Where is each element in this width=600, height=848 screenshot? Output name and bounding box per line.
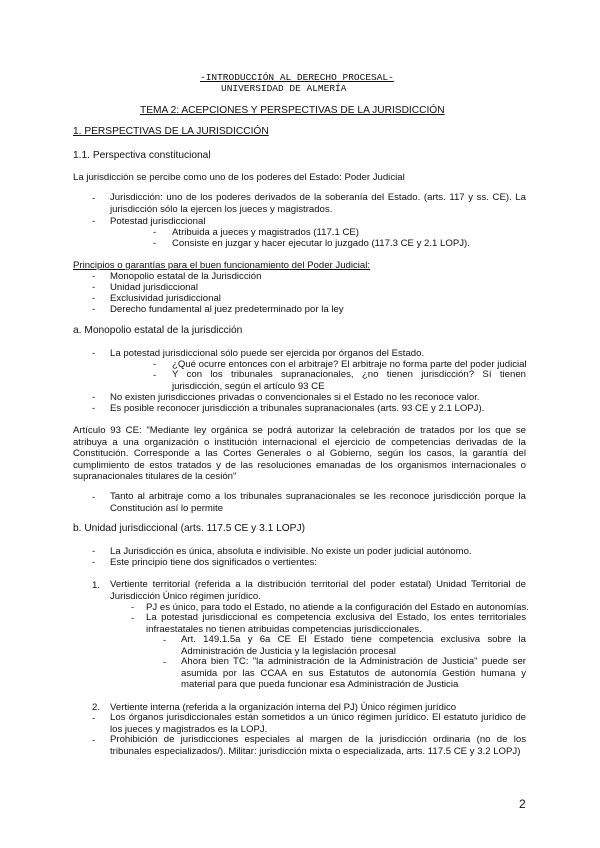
topic-title: TEMA 2: ACEPCIONES Y PERSPECTIVAS DE LA JURISDICCIÓN — [140, 105, 445, 116]
list-item: PJ es único, para todo el Estado, no atiende a la configuración del Estado en autonomías. — [146, 602, 529, 613]
bullet-dash: - — [92, 282, 96, 293]
bullet-dash: - — [92, 713, 96, 724]
list-item: Art. 149.1.5a y 6a CE El Estado tiene competencia exclusiva sobre la Administración de Justicia y la legislación procesal — [181, 634, 526, 657]
list-item: Los órganos jurisdiccionales están sometidos a un único régimen jurídico. El estatuto jurídico de los jueces y magistrados es la LOPJ. — [110, 712, 526, 735]
bullet-dash: - — [92, 492, 96, 503]
list-item: Atribuida a jueces y magistrados (117.1 CE) — [172, 227, 359, 238]
bullet-dash: - — [92, 348, 96, 359]
page-number: 2 — [519, 797, 526, 811]
list-number: 2. — [92, 702, 101, 713]
bullet-dash: - — [153, 370, 157, 381]
subsection-title: b. Unidad jurisdiccional (arts. 117.5 CE y 3.1 LOPJ) — [73, 523, 305, 534]
potestad-label: Potestad jurisdiccional — [110, 216, 206, 227]
list-item: Este principio tiene dos significados o vertientes: — [110, 557, 317, 568]
jurisdiccion-item: Jurisdicción: uno de los poderes derivados de la soberanía del Estado. (arts. 117 y ss. CE). La jurisdicción sólo la ejercen los jueces y magistrados. — [110, 192, 526, 215]
intro-text: La jurisdicción se percibe como uno de los poderes del Estado: Poder Judicial — [73, 172, 405, 183]
section-title: 1. PERSPECTIVAS DE LA JURISDICCIÓN — [73, 126, 269, 137]
list-item: Derecho fundamental al juez predeterminado por la ley — [110, 304, 344, 315]
list-item: Exclusividad jurisdiccional — [110, 293, 221, 304]
bullet-dash: - — [153, 227, 157, 238]
list-item: La potestad jurisdiccional es competencia exclusiva del Estado, los entes territoriales infraestatales no tienen atribuidas competencias jurisdiccionales. — [146, 612, 526, 635]
bullet-dash: - — [92, 304, 96, 315]
list-item: Ahora bien TC: "la administración de la Administración de Justicia" puede ser asumida por las CCAA en sus Estatutos de autonomía Gestión humana y material para que pueda funcionar esa Administración de Justicia — [181, 656, 526, 690]
conclusion-text: Tanto al arbitraje como a los tribunales supranacionales se les reconoce jurisdicción porque la Constitución así lo permite — [110, 491, 526, 514]
list-item: No existen jurisdicciones privadas o convencionales si el Estado no les reconoce valor. — [110, 392, 480, 403]
list-item: Consiste en juzgar y hacer ejecutar lo juzgado (117.3 CE y 2.1 LOPJ). — [172, 238, 470, 249]
list-item: La Jurisdicción es única, absoluta e indivisible. No existe un poder judicial autónomo. — [110, 546, 472, 557]
list-number: 1. — [92, 580, 101, 591]
list-item: Prohibición de jurisdicciones especiales al margen de la jurisdicción ordinaria (no de los tribunales especializados/). Militar: jurisdicción mixta o especializada, arts. 117.5 CE y 3.2 LOPJ) — [110, 734, 526, 757]
vertiente-territorial: Vertiente territorial (referida a la distribución territorial del poder estatal) Unidad Territorial de Jurisdicción Único régimen jurídico. — [110, 579, 526, 602]
subsection-title: a. Monopolio estatal de la jurisdicción — [73, 325, 243, 336]
principios-title: Principios o garantías para el buen funcionamiento del Poder Judicial: — [73, 260, 371, 271]
bullet-dash: - — [92, 293, 96, 304]
vertiente-interna: Vertiente interna (referida a la organización interna del PJ) Único régimen jurídico — [110, 702, 457, 713]
bullet-dash: - — [92, 193, 96, 204]
list-item: ¿Qué ocurre entonces con el arbitraje? El arbitraje no forma parte del poder judicial — [172, 359, 527, 370]
list-item: Monopolio estatal de la Jurisdicción — [110, 271, 262, 282]
bullet-dash: - — [131, 602, 135, 613]
list-item: Es posible reconocer jurisdicción a tribunales supranacionales (arts. 93 CE y 2.1 LOPJ). — [110, 403, 485, 414]
bullet-dash: - — [153, 238, 157, 249]
article-quote: Artículo 93 CE: "Mediante ley orgánica se podrá autorizar la celebración de tratados por los que se atribuya a una organización o institución internacional el ejercicio de competencias derivadas de la Constitución. Corresponde a las Cortes Generales o al Gobierno, según los casos, la garantía del cumplimiento de estos tratados y de las resoluciones emanadas de los organismos internacionales o supranacionales titulares de la cesión" — [73, 425, 526, 482]
bullet-dash: - — [92, 546, 96, 557]
bullet-dash: - — [163, 635, 167, 646]
bullet-dash: - — [92, 392, 96, 403]
bullet-dash: - — [92, 557, 96, 568]
bullet-dash: - — [153, 359, 157, 370]
list-item: Y con los tribunales supranacionales, ¿no tienen jurisdicción? Sí tienen jurisdicción, según el artículo 93 CE — [172, 369, 526, 392]
list-item: La potestad jurisdiccional sólo puede ser ejercida por órganos del Estado. — [110, 348, 425, 359]
course-title: -INTRODUCCIÓN AL DERECHO PROCESAL- — [200, 72, 394, 83]
bullet-dash: - — [163, 657, 167, 668]
bullet-dash: - — [92, 216, 96, 227]
bullet-dash: - — [92, 735, 96, 746]
subsection-title: 1.1. Perspectiva constitucional — [73, 150, 211, 161]
list-item: Unidad jurisdiccional — [110, 282, 198, 293]
bullet-dash: - — [92, 271, 96, 282]
bullet-dash: - — [131, 613, 135, 624]
bullet-dash: - — [92, 403, 96, 414]
university-name: UNIVERSIDAD DE ALMERÍA — [221, 83, 347, 94]
